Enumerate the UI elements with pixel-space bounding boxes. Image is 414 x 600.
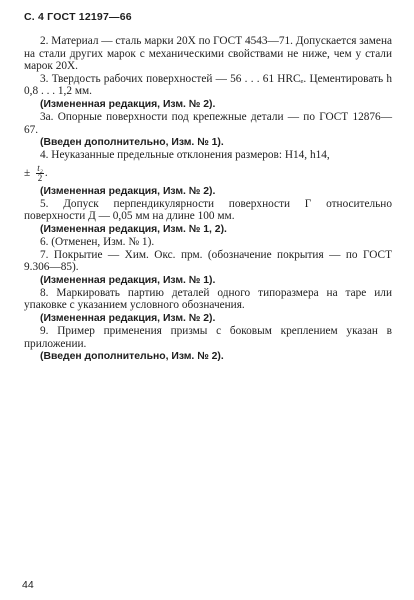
tolerance-formula: [24, 164, 392, 183]
page-header: С. 4 ГОСТ 12197—66: [24, 11, 132, 23]
fraction: [36, 164, 44, 183]
plus-minus-sign: ±: [24, 166, 31, 179]
clause-7: 7. Покрытие — Хим. Окс. прм. (обозначение покрытия — по ГОСТ 9.306—85).: [24, 248, 392, 274]
amendment-note: (Измененная редакция, Изм. № 2).: [40, 185, 216, 197]
clause-9: 9. Пример применения призмы с боковым креплением указан в приложении.: [24, 324, 392, 350]
amendment-note: (Измененная редакция, Изм. № 1, 2).: [40, 223, 227, 235]
clause-3: 3. Твердость рабочих поверхностей — 56 . . . 61 HRCₑ. Цементировать h 0,8 . . . 1,2 мм.: [24, 72, 392, 98]
formula-period: .: [44, 166, 48, 179]
fraction-numerator: t₂: [37, 162, 43, 173]
clause-4: 4. Неуказанные предельные отклонения размеров: H14, h14,: [40, 149, 330, 162]
amendment-note: (Измененная редакция, Изм. № 2).: [40, 312, 216, 324]
clause-2: 2. Материал — сталь марки 20Х по ГОСТ 4543—71. Допускается замена на стали других марок с механическими свойствами не ниже, чем у стали марок 20Х.: [24, 35, 392, 73]
amendment-note: (Введен дополнительно, Изм. № 1).: [40, 137, 224, 149]
clause-5: 5. Допуск перпендикулярности поверхности Г относительно поверхности Д — 0,05 мм на длине 100 мм.: [24, 197, 392, 223]
document-body: [24, 35, 392, 363]
amendment-note: (Измененная редакция, Изм. № 1).: [40, 274, 216, 286]
clause-8: 8. Маркировать партию деталей одного типоразмера на таре или упаковке с указанием условного обозначения.: [24, 286, 392, 312]
amendment-note: (Измененная редакция, Изм. № 2).: [40, 98, 216, 110]
fraction-denominator: 2: [37, 172, 43, 183]
page-number: 44: [22, 579, 34, 591]
amendment-note: (Введен дополнительно, Изм. № 2).: [40, 351, 224, 363]
clause-6: 6. (Отменен, Изм. № 1).: [40, 235, 155, 248]
clause-3a: 3а. Опорные поверхности под крепежные детали — по ГОСТ 12876—67.: [24, 110, 392, 136]
